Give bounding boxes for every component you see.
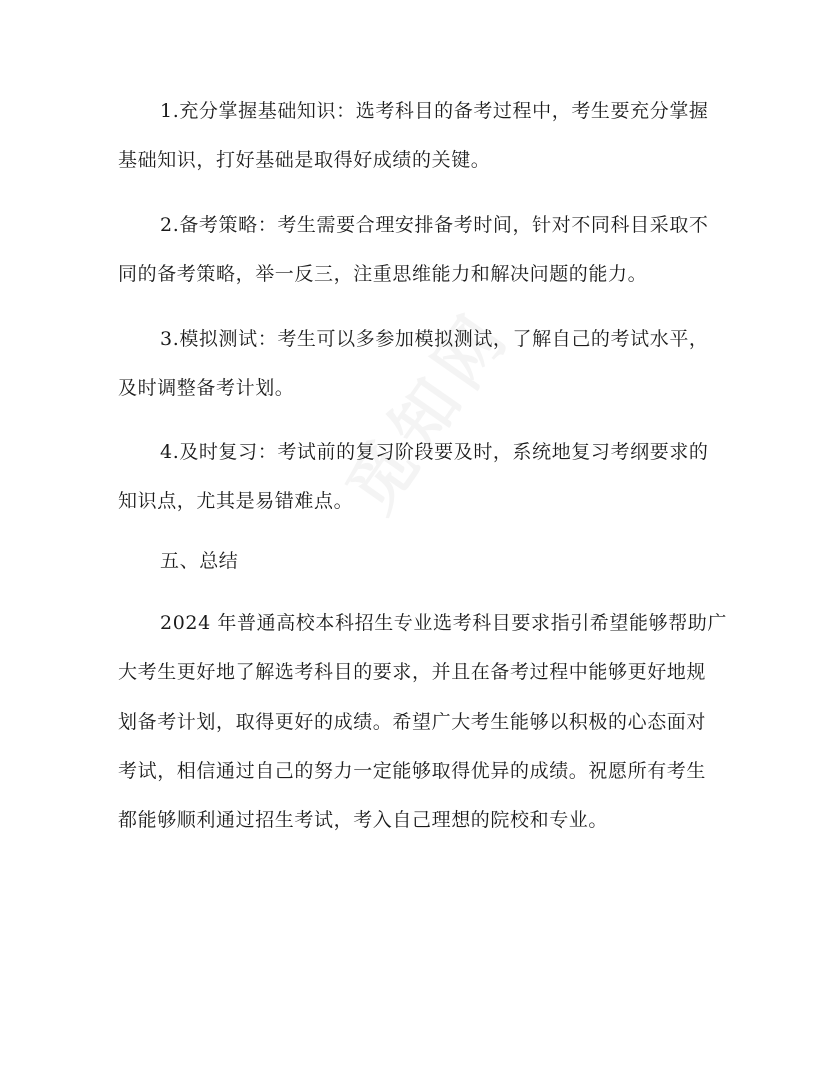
paragraph-4-line-2: 知识点，尤其是易错难点。 [118, 490, 354, 512]
paragraph-4-line-1: 4.及时复习：考试前的复习阶段要及时，系统地复习考纲要求的 [160, 441, 709, 463]
summary-line-5: 都能够顺利通过招生考试，考入自己理想的院校和专业。 [118, 809, 609, 831]
paragraph-3-line-1: 3.模拟测试：考生可以多参加模拟测试，了解自己的考试水平， [160, 328, 709, 350]
paragraph-3-line-2: 及时调整备考计划。 [118, 377, 295, 399]
section-heading-summary: 五、总结 [160, 550, 239, 572]
summary-line-1: 2024 年普通高校本科招生专业选考科目要求指引希望能够帮助广 [160, 612, 727, 634]
summary-line-2: 大考生更好地了解选考科目的要求，并且在备考过程中能够更好地规 [118, 661, 707, 683]
summary-line-3: 划备考计划，取得更好的成绩。希望广大考生能够以积极的心态面对 [118, 711, 707, 733]
paragraph-1-line-2: 基础知识，打好基础是取得好成绩的关键。 [118, 149, 491, 171]
paragraph-2-line-2: 同的备考策略，举一反三，注重思维能力和解决问题的能力。 [118, 263, 648, 285]
summary-line-4: 考试，相信通过自己的努力一定能够取得优异的成绩。祝愿所有考生 [118, 760, 707, 782]
paragraph-1-line-1: 1.充分掌握基础知识：选考科目的备考过程中，考生要充分掌握 [160, 100, 709, 122]
paragraph-2-line-1: 2.备考策略：考生需要合理安排备考时间，针对不同科目采取不 [160, 214, 709, 236]
